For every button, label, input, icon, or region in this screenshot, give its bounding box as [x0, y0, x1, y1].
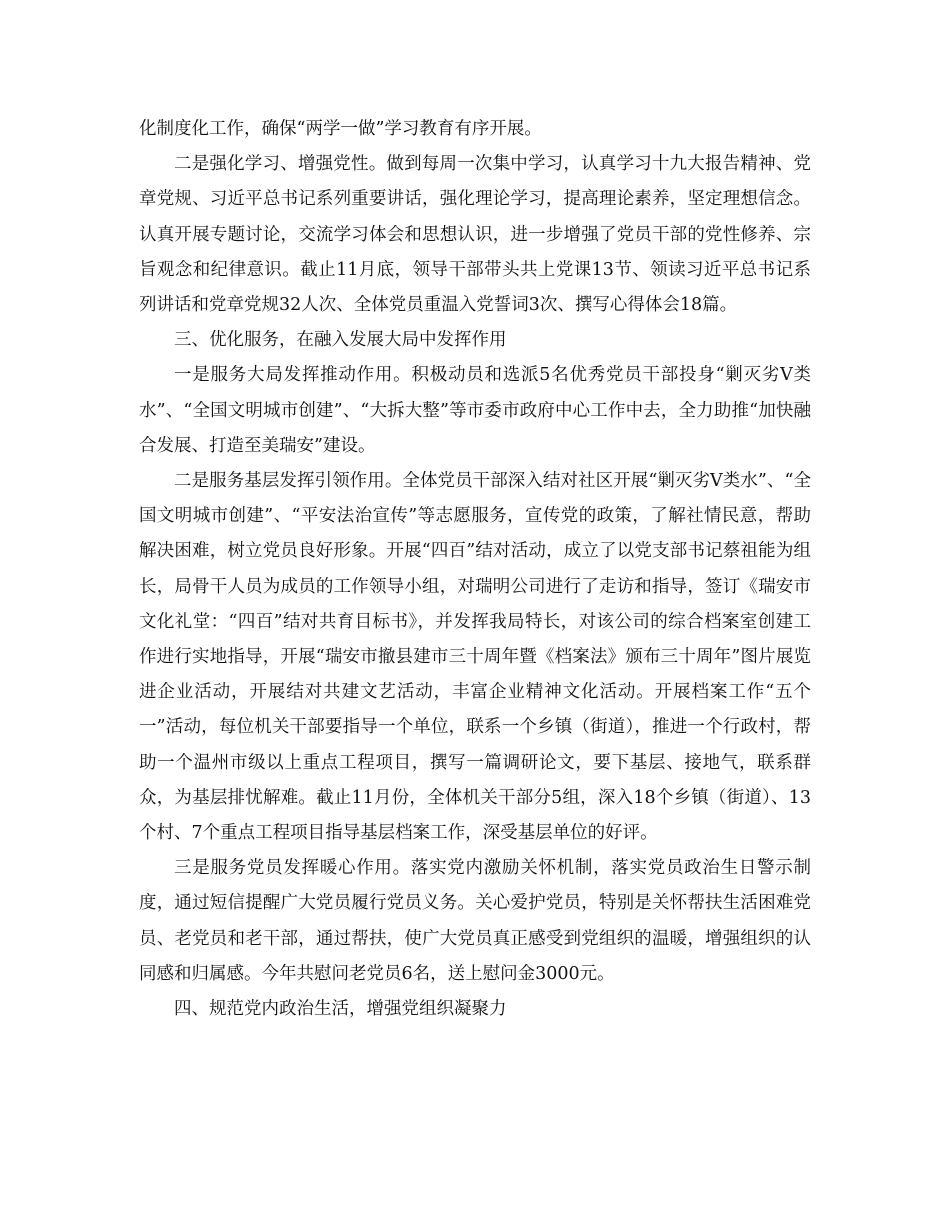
document-body: [139, 112, 811, 1027]
paragraph-2: 二是强化学习、增强党性。做到每周一次集中学习，认真学习十九大报告精神、党章党规、习近平总书记系列重要讲话，强化理论学习，提高理论素养，坚定理想信念。认真开展专题讨论，交流学习体会和思想认识，进一步增强了党员干部的党性修养、宗旨观念和纪律意识。截止11月底，领导干部带头共上党课13节、领读习近平总书记系列讲话和党章党规32人次、全体党员重温入党誓词3次、撰写心得体会18篇。: [139, 154, 811, 316]
paragraph-1: 化制度化工作，确保“两学一做”学习教育有序开展。: [139, 119, 542, 139]
paragraph-6: 三是服务党员发挥暖心作用。落实党内激励关怀机制，落实党员政治生日警示制度，通过短信提醒广大党员履行党员义务。关心爱护党员，特别是关怀帮扶生活困难党员、老党员和老干部，通过帮扶，使广大党员真正感受到党组织的温暖，增强组织的认同感和归属感。今年共慰问老党员6名，送上慰问金3000元。: [139, 858, 811, 984]
section-heading-3: 三、优化服务，在融入发展大局中发挥作用: [174, 330, 507, 351]
paragraph-4: 一是服务大局发挥推动作用。积极动员和选派5名优秀党员干部投身“剿灭劣Ⅴ类水”、“全国文明城市创建”、“大拆大整”等市委市政府中心工作中去，全力助推“加快融合发展、打造至美瑞安”建设。: [139, 365, 811, 456]
paragraph-5: 二是服务基层发挥引领作用。全体党员干部深入结对社区开展“剿灭劣Ⅴ类水”、“全国文明城市创建”、“平安法治宣传”等志愿服务，宣传党的政策，了解社情民意，帮助解决困难，树立党员良好形象。开展“四百”结对活动，成立了以党支部书记蔡祖能为组长，局骨干人员为成员的工作领导小组，对瑞明公司进行了走访和指导，签订《瑞安市文化礼堂：“四百”结对共育目标书》，并发挥我局特长，对该公司的综合档案室创建工作进行实地指导，开展“瑞安市撤县建市三十周年暨《档案法》颁布三十周年”图片展览进企业活动，开展结对共建文艺活动，丰富企业精神文化活动。开展档案工作“五个一”活动，每位机关干部要指导一个单位，联系一个乡镇（街道），推进一个行政村，帮助一个温州市级以上重点工程项目，撰写一篇调研论文，要下基层、接地气，联系群众，为基层排忧解难。截止11月份，全体机关干部分5组，深入18个乡镇（街道）、13个村、7个重点工程项目指导基层档案工作，深受基层单位的好评。: [139, 471, 811, 844]
section-heading-4: 四、规范党内政治生活，增强党组织凝聚力: [174, 999, 507, 1020]
